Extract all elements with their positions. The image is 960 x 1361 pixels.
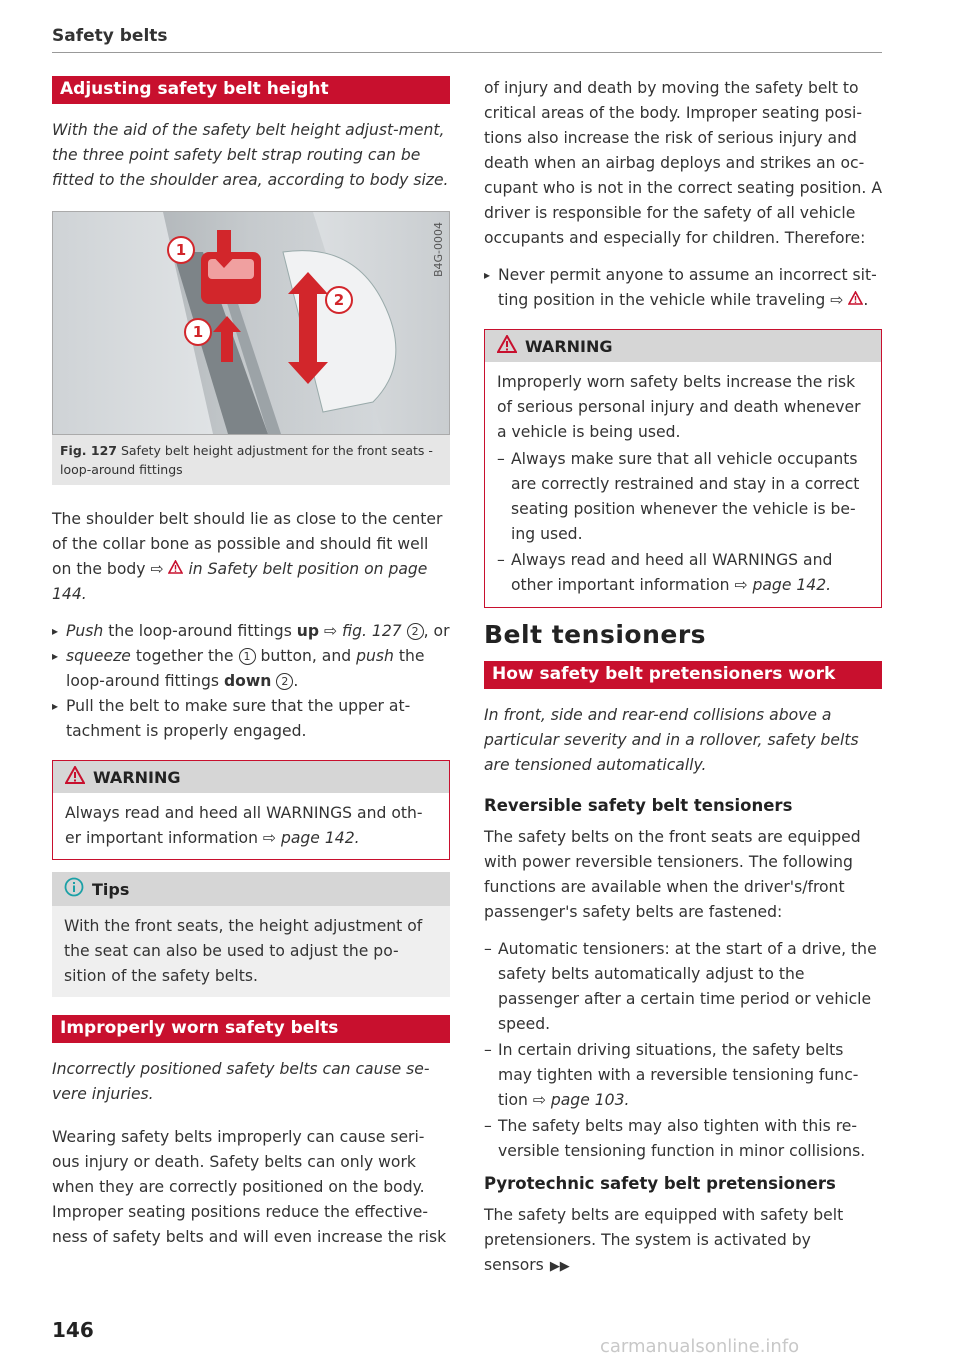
list-item: ▸ Never permit anyone to assume an incorrect sit-ting position in the vehicle while traveling ⇨ . — [484, 263, 882, 313]
paragraph-belt-position — [52, 507, 450, 607]
emph: Push — [66, 622, 104, 640]
paragraph-continued: of injury and death by moving the safety belt to critical areas of the body. Improper seating posi-tions also increase the risk of serious injury and death when an airbag deploys and strikes an oc-cupant who is not in the correct seating position. A driver is responsible for the safety of all vehicle occupants and especially for children. Therefore: — [484, 79, 882, 247]
figure-code: B4G-0004 — [432, 222, 445, 278]
warning-title: WARNING — [93, 767, 181, 787]
list-item — [497, 548, 869, 598]
warning-box — [484, 329, 882, 608]
warning-body — [485, 362, 881, 607]
page-crossref-link[interactable]: ⇨ page 142. — [734, 576, 832, 594]
page-number: 146 — [52, 1318, 94, 1342]
instruction-list — [52, 619, 450, 744]
figure-127 — [52, 211, 450, 435]
tips-title: Tips — [92, 879, 130, 899]
callout-1-top: 1 — [175, 241, 187, 259]
emph: squeeze — [66, 647, 131, 665]
section-intro: Incorrectly positioned safety belts can cause se-vere injuries. — [52, 1060, 430, 1103]
fig-crossref-link[interactable]: ⇨ fig. 127 — [319, 622, 407, 640]
section-title-improper: Improperly worn safety belts — [52, 1015, 450, 1043]
callout-1-bottom: 1 — [192, 323, 204, 341]
subheading-pyrotechnic: Pyrotechnic safety belt pretensioners — [484, 1174, 836, 1193]
section-intro: In front, side and rear-end collisions above a particular severity and in a rollover, safety belts are tensioned automatically. — [484, 706, 859, 774]
text: , or — [423, 622, 450, 640]
text: Always read and heed all WARNINGS and oth-er important information — [65, 804, 423, 847]
list-item — [484, 1038, 882, 1113]
info-icon — [64, 877, 84, 901]
warning-header — [485, 330, 881, 362]
callout-2-icon: 2 — [276, 673, 293, 690]
list-item — [52, 644, 450, 694]
section-title-adjusting: Adjusting safety belt height — [52, 76, 450, 104]
warning-triangle-icon — [497, 335, 517, 357]
continue-arrow-icon: ▶▶ — [549, 1259, 570, 1274]
callout-2: 2 — [333, 291, 345, 309]
warning-text: Improperly worn safety belts increase the risk of serious personal injury and death whenever a vehicle is being used. — [497, 373, 861, 441]
paragraph — [484, 1203, 882, 1279]
text: the loop-around fittings — [66, 647, 425, 690]
subheading-reversible: Reversible safety belt tensioners — [484, 796, 793, 815]
warning-box — [52, 760, 450, 860]
list-item — [52, 619, 450, 644]
warning-triangle-icon — [848, 288, 863, 313]
list-item: – Automatic tensioners: at the start of a drive, the safety belts automatically adjust to the passenger after a certain time period or vehicle speed. — [484, 937, 882, 1037]
page-crossref-link[interactable]: ⇨ page 103. — [532, 1091, 630, 1109]
emph-bold: up — [296, 622, 320, 640]
tips-box — [52, 872, 450, 997]
text: Always read and heed all WARNINGS and other important information — [511, 551, 833, 594]
chapter-heading: Belt tensioners — [484, 620, 707, 649]
header-rule — [52, 52, 882, 53]
figure-caption — [52, 435, 450, 485]
text: together the — [130, 647, 239, 665]
warning-header — [53, 761, 449, 793]
paragraph-text: The shoulder belt should lie as close to the center of the collar bone as possible and should fit well on the body ⇨ — [52, 510, 443, 578]
tips-header — [52, 872, 450, 906]
callout-2-icon: 2 — [407, 623, 424, 640]
text: Never permit anyone to assume an incorrect sit-ting position in the vehicle while traveling ⇨ — [498, 266, 877, 309]
crossref-link[interactable]: in Safety belt position on page 144. — [52, 560, 428, 603]
warning-list — [497, 447, 869, 598]
warning-triangle-icon — [168, 557, 183, 582]
list-item: ▸ Pull the belt to make sure that the upper at-tachment is properly engaged. — [52, 694, 450, 744]
watermark: carmanualsonline.info — [600, 1336, 800, 1357]
instruction-list — [484, 263, 882, 313]
running-header: Safety belts — [52, 26, 168, 46]
text: the loop-around fittings — [103, 622, 297, 640]
page-crossref-link[interactable]: ⇨ page 142. — [262, 829, 360, 847]
belt-adjust-illustration — [53, 212, 449, 434]
emph-bold: down — [223, 672, 272, 690]
callout-1-icon: 1 — [239, 648, 256, 665]
text: The safety belts are equipped with safety belt pretensioners. The system is activated by sensors — [484, 1206, 844, 1274]
right-column — [484, 76, 882, 1291]
paragraph: The safety belts on the front seats are equipped with power reversible tensioners. The following functions are available when the driver's/front passenger's safety belts are fastened: — [484, 828, 861, 921]
warning-title: WARNING — [525, 336, 613, 356]
tips-body: With the front seats, the height adjustment of the seat can also be used to adjust the po-sition of the safety belts. — [64, 917, 423, 985]
text: In certain driving situations, the safety belts may tighten with a reversible tensioning func-tion — [498, 1041, 859, 1109]
left-column — [52, 76, 450, 1262]
text: . — [293, 672, 299, 690]
emph: push — [356, 647, 394, 665]
figure-caption-text: Safety belt height adjustment for the front seats - loop-around fittings — [60, 443, 433, 477]
list-item: – The safety belts may also tighten with this re-versible tensioning function in minor collisions. — [484, 1114, 882, 1164]
warning-triangle-icon — [65, 766, 85, 788]
warning-body — [53, 793, 449, 859]
figure-caption-num: Fig. 127 — [60, 443, 117, 458]
paragraph: Wearing safety belts improperly can cause seri-ous injury or death. Safety belts can only work when they are correctly positioned on the body. Improper seating positions reduce the effective-ness of safety belts and will even increase the risk — [52, 1128, 447, 1246]
section-intro: With the aid of the safety belt height adjust-ment, the three point safety belt strap routing can be fitted to the shoulder area, according to body size. — [52, 121, 449, 189]
list-item: – Always make sure that all vehicle occupants are correctly restrained and stay in a correct seating position whenever the vehicle is be-ing used. — [497, 447, 869, 547]
tensioner-list — [484, 937, 882, 1164]
text: button, and — [255, 647, 357, 665]
section-title-pretensioners: How safety belt pretensioners work — [484, 661, 882, 689]
